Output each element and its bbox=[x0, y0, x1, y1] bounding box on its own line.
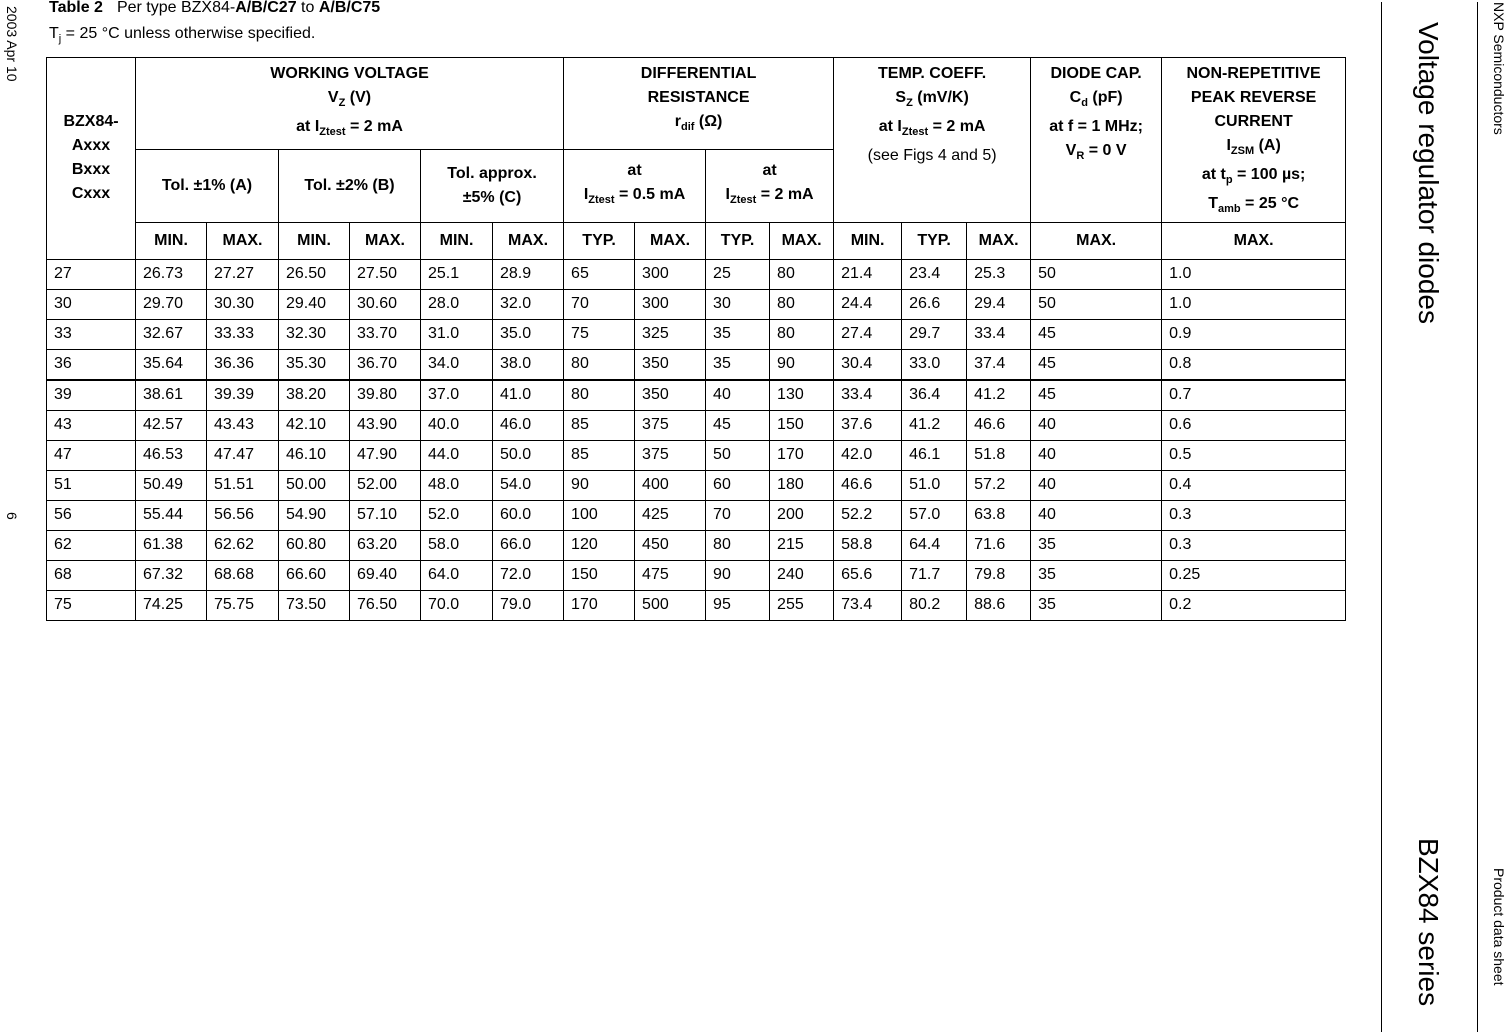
subheader-cell: MIN. bbox=[279, 222, 350, 259]
value-cell: 0.7 bbox=[1162, 380, 1346, 411]
value-cell: 90 bbox=[770, 349, 834, 380]
value-cell: 73.4 bbox=[834, 590, 902, 620]
value-cell: 26.50 bbox=[279, 259, 350, 289]
value-cell: 170 bbox=[564, 590, 635, 620]
value-cell: 70.0 bbox=[421, 590, 493, 620]
header-diode-cap: DIODE CAP. $C_d$ (pF) at f = 1 MHz; $V_R = 0$ V bbox=[1031, 58, 1162, 223]
table-row bbox=[47, 470, 1346, 500]
table-row bbox=[47, 560, 1346, 590]
value-cell: 33.4 bbox=[834, 380, 902, 411]
value-cell: 44.0 bbox=[421, 440, 493, 470]
value-cell: 74.25 bbox=[136, 590, 207, 620]
table-row bbox=[47, 380, 1346, 411]
subheader-row bbox=[47, 222, 1346, 259]
value-cell: 0.5 bbox=[1162, 440, 1346, 470]
table-row bbox=[47, 319, 1346, 349]
value-cell: 325 bbox=[635, 319, 706, 349]
value-cell: 40 bbox=[1031, 440, 1162, 470]
value-cell: 67.32 bbox=[136, 560, 207, 590]
value-cell: 27.50 bbox=[350, 259, 421, 289]
header-tol-b: Tol. ±2% (B) bbox=[279, 149, 421, 222]
value-cell: 72.0 bbox=[493, 560, 564, 590]
value-cell: 1.0 bbox=[1162, 289, 1346, 319]
page-number: 6 bbox=[4, 512, 20, 520]
value-cell: 300 bbox=[635, 289, 706, 319]
value-cell: 76.50 bbox=[350, 590, 421, 620]
value-cell: 21.4 bbox=[834, 259, 902, 289]
value-cell: 32.0 bbox=[493, 289, 564, 319]
value-cell: 0.4 bbox=[1162, 470, 1346, 500]
value-cell: 50.00 bbox=[279, 470, 350, 500]
value-cell: 29.4 bbox=[967, 289, 1031, 319]
value-cell: 65 bbox=[564, 259, 635, 289]
type-cell: 43 bbox=[47, 410, 136, 440]
table-row bbox=[47, 259, 1346, 289]
table-row bbox=[47, 500, 1346, 530]
value-cell: 60.0 bbox=[493, 500, 564, 530]
value-cell: 50 bbox=[1031, 289, 1162, 319]
value-cell: 35 bbox=[706, 319, 770, 349]
value-cell: 51.8 bbox=[967, 440, 1031, 470]
value-cell: 64.0 bbox=[421, 560, 493, 590]
value-cell: 375 bbox=[635, 410, 706, 440]
value-cell: 38.61 bbox=[136, 380, 207, 411]
value-cell: 27.4 bbox=[834, 319, 902, 349]
doc-type: Product data sheet bbox=[1491, 868, 1507, 986]
value-cell: 35.64 bbox=[136, 349, 207, 380]
subheader-cell: MAX. bbox=[770, 222, 834, 259]
value-cell: 180 bbox=[770, 470, 834, 500]
value-cell: 33.4 bbox=[967, 319, 1031, 349]
value-cell: 54.90 bbox=[279, 500, 350, 530]
value-cell: 71.6 bbox=[967, 530, 1031, 560]
value-cell: 35.0 bbox=[493, 319, 564, 349]
subheader-cell: TYP. bbox=[564, 222, 635, 259]
value-cell: 37.0 bbox=[421, 380, 493, 411]
value-cell: 37.4 bbox=[967, 349, 1031, 380]
value-cell: 37.6 bbox=[834, 410, 902, 440]
type-cell: 56 bbox=[47, 500, 136, 530]
value-cell: 32.67 bbox=[136, 319, 207, 349]
value-cell: 30.30 bbox=[207, 289, 279, 319]
value-cell: 48.0 bbox=[421, 470, 493, 500]
value-cell: 43.43 bbox=[207, 410, 279, 440]
value-cell: 80 bbox=[770, 289, 834, 319]
series-name: BZX84 series bbox=[1413, 838, 1444, 1007]
value-cell: 29.40 bbox=[279, 289, 350, 319]
subheader-cell: TYP. bbox=[706, 222, 770, 259]
value-cell: 28.9 bbox=[493, 259, 564, 289]
value-cell: 120 bbox=[564, 530, 635, 560]
value-cell: 40 bbox=[706, 380, 770, 411]
value-cell: 70 bbox=[564, 289, 635, 319]
subheader-cell: MIN. bbox=[834, 222, 902, 259]
value-cell: 41.2 bbox=[902, 410, 967, 440]
value-cell: 46.0 bbox=[493, 410, 564, 440]
table-row bbox=[47, 410, 1346, 440]
value-cell: 50.0 bbox=[493, 440, 564, 470]
value-cell: 27.27 bbox=[207, 259, 279, 289]
value-cell: 61.38 bbox=[136, 530, 207, 560]
document-date: 2003 Apr 10 bbox=[4, 6, 20, 82]
value-cell: 58.0 bbox=[421, 530, 493, 560]
value-cell: 80 bbox=[706, 530, 770, 560]
value-cell: 30 bbox=[706, 289, 770, 319]
subheader-cell: MAX. bbox=[635, 222, 706, 259]
type-cell: 68 bbox=[47, 560, 136, 590]
value-cell: 1.0 bbox=[1162, 259, 1346, 289]
value-cell: 38.20 bbox=[279, 380, 350, 411]
header-rule-outer bbox=[1477, 2, 1478, 1032]
header-non-repetitive: NON-REPETITIVE PEAK REVERSE CURRENT $I_{ZSM}$ (A) at $t_p = 100$ µs; $T_{amb} = 25$ °C bbox=[1162, 58, 1346, 223]
value-cell: 71.7 bbox=[902, 560, 967, 590]
value-cell: 85 bbox=[564, 440, 635, 470]
subheader-cell: MAX. bbox=[967, 222, 1031, 259]
table-body bbox=[47, 259, 1346, 620]
value-cell: 130 bbox=[770, 380, 834, 411]
value-cell: 36.70 bbox=[350, 349, 421, 380]
value-cell: 52.00 bbox=[350, 470, 421, 500]
value-cell: 41.0 bbox=[493, 380, 564, 411]
subheader-cell: MAX. bbox=[1162, 222, 1346, 259]
value-cell: 25 bbox=[706, 259, 770, 289]
header-diff-resistance: DIFFERENTIAL RESISTANCE $r_{dif}$ (Ω) bbox=[564, 58, 834, 150]
table-row bbox=[47, 289, 1346, 319]
table-row bbox=[47, 440, 1346, 470]
value-cell: 46.6 bbox=[834, 470, 902, 500]
value-cell: 25.1 bbox=[421, 259, 493, 289]
value-cell: 150 bbox=[564, 560, 635, 590]
value-cell: 51.51 bbox=[207, 470, 279, 500]
value-cell: 79.8 bbox=[967, 560, 1031, 590]
value-cell: 79.0 bbox=[493, 590, 564, 620]
value-cell: 57.2 bbox=[967, 470, 1031, 500]
value-cell: 26.6 bbox=[902, 289, 967, 319]
subheader-cell: MAX. bbox=[1031, 222, 1162, 259]
value-cell: 75.75 bbox=[207, 590, 279, 620]
value-cell: 58.8 bbox=[834, 530, 902, 560]
value-cell: 85 bbox=[564, 410, 635, 440]
value-cell: 65.6 bbox=[834, 560, 902, 590]
value-cell: 66.60 bbox=[279, 560, 350, 590]
value-cell: 32.30 bbox=[279, 319, 350, 349]
value-cell: 0.25 bbox=[1162, 560, 1346, 590]
value-cell: 38.0 bbox=[493, 349, 564, 380]
company-name: NXP Semiconductors bbox=[1491, 2, 1507, 135]
value-cell: 40 bbox=[1031, 470, 1162, 500]
header-type: BZX84- Axxx Bxxx Cxxx bbox=[47, 58, 136, 260]
value-cell: 51.0 bbox=[902, 470, 967, 500]
value-cell: 35 bbox=[1031, 560, 1162, 590]
value-cell: 80 bbox=[770, 259, 834, 289]
value-cell: 31.0 bbox=[421, 319, 493, 349]
type-cell: 33 bbox=[47, 319, 136, 349]
subheader-cell: MAX. bbox=[207, 222, 279, 259]
value-cell: 215 bbox=[770, 530, 834, 560]
value-cell: 23.4 bbox=[902, 259, 967, 289]
value-cell: 46.6 bbox=[967, 410, 1031, 440]
value-cell: 60.80 bbox=[279, 530, 350, 560]
value-cell: 95 bbox=[706, 590, 770, 620]
header-rule-inner bbox=[1381, 2, 1382, 1032]
value-cell: 47.90 bbox=[350, 440, 421, 470]
table-row bbox=[47, 590, 1346, 620]
value-cell: 90 bbox=[564, 470, 635, 500]
value-cell: 88.6 bbox=[967, 590, 1031, 620]
value-cell: 35.30 bbox=[279, 349, 350, 380]
type-cell: 47 bbox=[47, 440, 136, 470]
value-cell: 0.9 bbox=[1162, 319, 1346, 349]
value-cell: 0.6 bbox=[1162, 410, 1346, 440]
value-cell: 70 bbox=[706, 500, 770, 530]
value-cell: 500 bbox=[635, 590, 706, 620]
value-cell: 50 bbox=[1031, 259, 1162, 289]
value-cell: 50.49 bbox=[136, 470, 207, 500]
value-cell: 375 bbox=[635, 440, 706, 470]
header-temp-coeff: TEMP. COEFF. $S_Z$ (mV/K) at $I_{Ztest} = 2$ mA (see Figs 4 and 5) bbox=[834, 58, 1031, 223]
value-cell: 46.10 bbox=[279, 440, 350, 470]
value-cell: 0.8 bbox=[1162, 349, 1346, 380]
value-cell: 170 bbox=[770, 440, 834, 470]
value-cell: 42.10 bbox=[279, 410, 350, 440]
value-cell: 30.4 bbox=[834, 349, 902, 380]
doc-title: Voltage regulator diodes bbox=[1413, 22, 1444, 324]
value-cell: 24.4 bbox=[834, 289, 902, 319]
value-cell: 63.8 bbox=[967, 500, 1031, 530]
table-condition: $T_j = 25$ °C unless otherwise specified. bbox=[49, 25, 316, 46]
subheader-cell: MAX. bbox=[493, 222, 564, 259]
value-cell: 35 bbox=[1031, 590, 1162, 620]
value-cell: 0.3 bbox=[1162, 530, 1346, 560]
header-rdif-05ma: at $I_{Ztest} = 0.5$ mA bbox=[564, 149, 706, 222]
value-cell: 35 bbox=[706, 349, 770, 380]
type-cell: 30 bbox=[47, 289, 136, 319]
value-cell: 29.7 bbox=[902, 319, 967, 349]
header-tol-a: Tol. ±1% (A) bbox=[136, 149, 279, 222]
value-cell: 350 bbox=[635, 349, 706, 380]
value-cell: 52.0 bbox=[421, 500, 493, 530]
value-cell: 36.4 bbox=[902, 380, 967, 411]
value-cell: 90 bbox=[706, 560, 770, 590]
value-cell: 43.90 bbox=[350, 410, 421, 440]
value-cell: 56.56 bbox=[207, 500, 279, 530]
value-cell: 26.73 bbox=[136, 259, 207, 289]
value-cell: 73.50 bbox=[279, 590, 350, 620]
value-cell: 36.36 bbox=[207, 349, 279, 380]
value-cell: 75 bbox=[564, 319, 635, 349]
value-cell: 57.10 bbox=[350, 500, 421, 530]
spec-table bbox=[46, 57, 1346, 621]
table-row bbox=[47, 530, 1346, 560]
value-cell: 45 bbox=[1031, 380, 1162, 411]
value-cell: 33.70 bbox=[350, 319, 421, 349]
value-cell: 64.4 bbox=[902, 530, 967, 560]
header-rdif-2ma: at $I_{Ztest} = 2$ mA bbox=[706, 149, 834, 222]
value-cell: 475 bbox=[635, 560, 706, 590]
value-cell: 52.2 bbox=[834, 500, 902, 530]
value-cell: 25.3 bbox=[967, 259, 1031, 289]
value-cell: 69.40 bbox=[350, 560, 421, 590]
value-cell: 80 bbox=[770, 319, 834, 349]
value-cell: 425 bbox=[635, 500, 706, 530]
value-cell: 55.44 bbox=[136, 500, 207, 530]
value-cell: 200 bbox=[770, 500, 834, 530]
value-cell: 350 bbox=[635, 380, 706, 411]
value-cell: 46.53 bbox=[136, 440, 207, 470]
value-cell: 50 bbox=[706, 440, 770, 470]
value-cell: 300 bbox=[635, 259, 706, 289]
value-cell: 33.0 bbox=[902, 349, 967, 380]
value-cell: 34.0 bbox=[421, 349, 493, 380]
type-cell: 27 bbox=[47, 259, 136, 289]
subheader-cell: MAX. bbox=[350, 222, 421, 259]
type-cell: 39 bbox=[47, 380, 136, 411]
type-cell: 62 bbox=[47, 530, 136, 560]
value-cell: 62.62 bbox=[207, 530, 279, 560]
subheader-cell: TYP. bbox=[902, 222, 967, 259]
table-caption: Table 2 Per type BZX84-A/B/C27 to A/B/C75 bbox=[49, 0, 381, 16]
type-cell: 75 bbox=[47, 590, 136, 620]
value-cell: 255 bbox=[770, 590, 834, 620]
value-cell: 150 bbox=[770, 410, 834, 440]
value-cell: 41.2 bbox=[967, 380, 1031, 411]
value-cell: 40 bbox=[1031, 500, 1162, 530]
value-cell: 240 bbox=[770, 560, 834, 590]
value-cell: 33.33 bbox=[207, 319, 279, 349]
value-cell: 60 bbox=[706, 470, 770, 500]
value-cell: 80 bbox=[564, 380, 635, 411]
value-cell: 100 bbox=[564, 500, 635, 530]
table-row bbox=[47, 349, 1346, 380]
value-cell: 35 bbox=[1031, 530, 1162, 560]
value-cell: 0.3 bbox=[1162, 500, 1346, 530]
value-cell: 63.20 bbox=[350, 530, 421, 560]
table-label: Table 2 bbox=[49, 0, 103, 16]
subheader-cell: MIN. bbox=[136, 222, 207, 259]
value-cell: 45 bbox=[1031, 319, 1162, 349]
value-cell: 57.0 bbox=[902, 500, 967, 530]
value-cell: 42.57 bbox=[136, 410, 207, 440]
value-cell: 39.80 bbox=[350, 380, 421, 411]
value-cell: 46.1 bbox=[902, 440, 967, 470]
value-cell: 40.0 bbox=[421, 410, 493, 440]
value-cell: 68.68 bbox=[207, 560, 279, 590]
header-working-voltage: WORKING VOLTAGE $V_Z$ (V) at $I_{Ztest} = 2$ mA bbox=[136, 58, 564, 150]
value-cell: 47.47 bbox=[207, 440, 279, 470]
value-cell: 450 bbox=[635, 530, 706, 560]
value-cell: 45 bbox=[1031, 349, 1162, 380]
value-cell: 66.0 bbox=[493, 530, 564, 560]
value-cell: 0.2 bbox=[1162, 590, 1346, 620]
type-cell: 51 bbox=[47, 470, 136, 500]
value-cell: 54.0 bbox=[493, 470, 564, 500]
value-cell: 80 bbox=[564, 349, 635, 380]
subheader-cell: MIN. bbox=[421, 222, 493, 259]
value-cell: 40 bbox=[1031, 410, 1162, 440]
value-cell: 400 bbox=[635, 470, 706, 500]
value-cell: 45 bbox=[706, 410, 770, 440]
header-tol-c: Tol. approx. ±5% (C) bbox=[421, 149, 564, 222]
type-cell: 36 bbox=[47, 349, 136, 380]
value-cell: 30.60 bbox=[350, 289, 421, 319]
value-cell: 29.70 bbox=[136, 289, 207, 319]
value-cell: 28.0 bbox=[421, 289, 493, 319]
value-cell: 80.2 bbox=[902, 590, 967, 620]
value-cell: 39.39 bbox=[207, 380, 279, 411]
value-cell: 42.0 bbox=[834, 440, 902, 470]
